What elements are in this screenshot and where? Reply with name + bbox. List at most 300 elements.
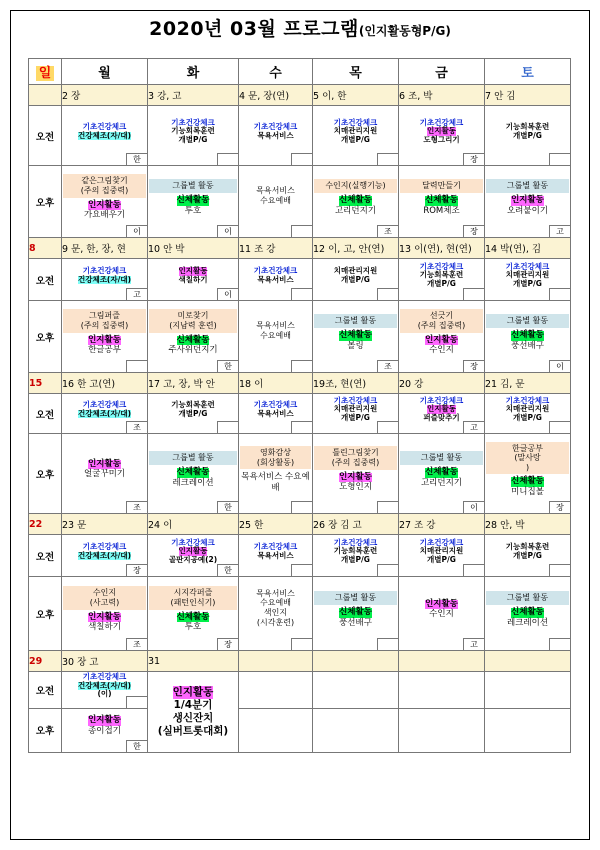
pm-activities: [399, 599, 484, 629]
pm-category: 신체활동: [425, 466, 458, 477]
am-line: 치매관리지원: [333, 265, 378, 275]
pm-cell: [239, 166, 313, 238]
staff-box: [217, 153, 238, 165]
am-cell: [148, 106, 239, 166]
am-row: [29, 394, 571, 434]
pm-activity: 한글공부: [88, 345, 121, 356]
pm-activity: 색칠하기: [88, 622, 121, 633]
pm-cell: [62, 434, 148, 514]
pm-category: 신체활동: [339, 606, 372, 617]
pm-activities: [313, 178, 398, 225]
pm-activity: 레크레이션: [506, 617, 549, 628]
pm-activity: 미니집볼: [511, 487, 544, 498]
date-cell: 22: [29, 514, 62, 535]
am-line: 기능회복훈련: [505, 541, 550, 551]
pm-cell: [239, 577, 313, 651]
pm-top-line: 시지각퍼즐: [173, 588, 213, 598]
am-line: 개별P/G: [178, 408, 208, 418]
pm-category: 인지활동: [425, 334, 458, 345]
date-cell: [29, 85, 62, 106]
am-line: 기초건강체크: [253, 265, 298, 275]
pm-top-activity: [240, 446, 311, 469]
pm-top-line: (주의 집중력): [331, 458, 380, 468]
am-row: [29, 672, 571, 709]
date-cell: 10 안 박: [148, 238, 239, 259]
am-line: 치매관리지원: [505, 270, 550, 280]
pm-row: [29, 434, 571, 514]
staff-box: [377, 501, 398, 513]
am-cell: [239, 535, 313, 577]
am-line: 기초건강체크: [333, 395, 378, 405]
session-label-am: 오전: [29, 106, 62, 166]
pm-top-line: (회상활동): [256, 457, 295, 467]
am-row: [29, 535, 571, 577]
date-cell: 16 한 고(연): [62, 373, 148, 394]
pm-top-activity: [314, 591, 397, 605]
am-cell: [399, 259, 485, 301]
pm-activities: [148, 178, 238, 225]
pm-activities: [485, 441, 570, 507]
am-line: 목욕서비스: [257, 550, 294, 560]
pm-activities: [62, 308, 147, 364]
session-label-pm: 오후: [29, 301, 62, 373]
pm-cell: [399, 577, 485, 651]
am-line: 인지활동: [178, 546, 208, 556]
pm-top-line: 그룹별 활동: [172, 453, 214, 463]
staff-box: [549, 638, 570, 650]
pm-row: [29, 577, 571, 651]
am-cell: [239, 394, 313, 434]
staff-box: [463, 564, 484, 576]
pm-category: 인지활동: [88, 199, 121, 210]
am-cell: [313, 672, 399, 709]
am-line: 기초건강체크: [171, 537, 215, 547]
pm-top-line: (주의 집중력): [417, 321, 466, 331]
pm-cell: [313, 577, 399, 651]
am-cell: [485, 672, 571, 709]
special-line: 인지활동: [172, 685, 214, 698]
am-line: 인지활동: [427, 404, 456, 414]
staff-box: [549, 288, 570, 300]
am-line: 기초건강체크: [253, 399, 298, 409]
pm-category: 인지활동: [511, 194, 544, 205]
pm-cell: [485, 301, 571, 373]
day-header-row: [29, 59, 571, 85]
pm-activities: [62, 173, 147, 229]
pm-top-activity: [486, 591, 569, 605]
date-cell: 25 한: [239, 514, 313, 535]
date-cell: [313, 651, 399, 672]
date-cell: 15: [29, 373, 62, 394]
special-line: 1/4분기: [173, 698, 213, 711]
am-line: 건강체조(자/대): [77, 408, 132, 418]
pm-top-line: 그룹별 활동: [334, 593, 377, 603]
pm-cell: [399, 434, 485, 514]
pm-cell: [239, 708, 313, 752]
staff-box: [549, 153, 570, 165]
am-cell: [485, 535, 571, 577]
pm-cell: [399, 708, 485, 752]
staff-box: [549, 564, 570, 576]
am-line: 기능회복훈련: [419, 270, 464, 280]
pm-cell: [485, 434, 571, 514]
staff-box: 한: [126, 153, 147, 165]
special-event-cell: [148, 672, 239, 753]
pm-cell: [62, 577, 148, 651]
pm-cell: [62, 708, 148, 752]
pm-cell: [148, 577, 239, 651]
pm-activity: ROM체조: [423, 205, 460, 216]
pm-category: 신체활동: [339, 194, 372, 205]
special-line: (실버트롯대회): [157, 725, 229, 738]
am-line: 건강체조(자/대): [77, 274, 132, 284]
am-line: 색칠하기: [178, 274, 208, 284]
pm-activity: 풍선배구: [511, 340, 544, 351]
pm-top-activity: [240, 184, 311, 207]
pm-top-activity: [149, 179, 237, 193]
pm-activities: [313, 445, 398, 501]
pm-activity: 투호: [184, 205, 202, 216]
date-cell: [239, 651, 313, 672]
am-cell: [62, 394, 148, 434]
am-line: 개별P/G: [341, 412, 370, 422]
pm-activities: [239, 318, 312, 354]
pm-category: 신체활동: [511, 606, 544, 617]
date-cell: 18 이: [239, 373, 313, 394]
day-header: 일: [29, 59, 62, 85]
date-cell: 2 장: [62, 85, 148, 106]
pm-category: 신체활동: [425, 194, 458, 205]
pm-activities: [399, 450, 484, 497]
date-cell: 30 장 고: [62, 651, 148, 672]
date-cell: 19조, 현(연): [313, 373, 399, 394]
session-label-am: 오전: [29, 394, 62, 434]
pm-top-line: 한글공부: [512, 443, 543, 453]
staff-box: [377, 288, 398, 300]
staff-box: 장: [463, 153, 484, 165]
date-row: [29, 651, 571, 672]
am-line: 건강체조(자/대): [77, 550, 132, 560]
staff-box: [126, 696, 147, 708]
pm-cell: [485, 577, 571, 651]
staff-box: 이: [126, 225, 147, 237]
am-line: 기초건강체크: [333, 537, 378, 547]
page-title: [0, 14, 600, 41]
pm-activities: [239, 183, 312, 219]
am-row: [29, 259, 571, 301]
pm-cell: [485, 166, 571, 238]
am-activities: [148, 118, 238, 154]
pm-top-activity: [486, 314, 569, 328]
am-line: 기초건강체크: [419, 395, 464, 405]
staff-box: 장: [463, 225, 484, 237]
pm-activity: 목욕서비스 수요예배: [241, 472, 310, 493]
staff-box: [463, 288, 484, 300]
pm-activities: [313, 590, 398, 637]
pm-top-activity: [240, 587, 311, 629]
am-line: 개별P/G: [513, 278, 542, 288]
pm-top-activity: [486, 442, 569, 475]
am-cell: [313, 535, 399, 577]
am-line: (이): [97, 689, 112, 699]
pm-top-line: 그룹별 활동: [172, 181, 214, 191]
day-header: 토: [485, 59, 571, 85]
date-cell: 4 문, 장(연): [239, 85, 313, 106]
am-line: 기초건강체크: [419, 117, 464, 127]
am-line: 목욕서비스: [257, 408, 294, 418]
date-cell: 3 강, 고: [148, 85, 239, 106]
session-label-am: 오전: [29, 672, 62, 709]
date-cell: 11 조 강: [239, 238, 313, 259]
title-sub: (인지활동형P/G): [358, 24, 451, 38]
staff-box: [291, 153, 312, 165]
pm-top-line: (지남력 훈련): [169, 321, 217, 331]
pm-top-line: (사고력): [89, 598, 120, 608]
date-cell: 12 이, 고, 안(연): [313, 238, 399, 259]
am-line: 치매관리지원: [505, 404, 550, 414]
staff-box: [291, 360, 312, 372]
session-label-pm: 오후: [29, 434, 62, 514]
am-line: 건강체조(자/대): [77, 130, 132, 140]
staff-box: [291, 564, 312, 576]
am-line: 개별P/G: [513, 130, 542, 140]
date-cell: 23 문: [62, 514, 148, 535]
date-cell: 9 문, 한, 장, 현: [62, 238, 148, 259]
schedule-table: [28, 58, 571, 753]
am-line: 건강체조(자/대): [77, 680, 132, 690]
staff-box: 장: [217, 638, 238, 650]
am-cell: [313, 394, 399, 434]
date-cell: 24 이: [148, 514, 239, 535]
day-header: 수: [239, 59, 313, 85]
am-line: 개별P/G: [513, 550, 542, 560]
am-line: 치매관리지원: [333, 126, 378, 136]
pm-top-line: 그룹별 활동: [420, 453, 463, 463]
pm-category: 신체활동: [176, 611, 210, 622]
pm-activity: 고리던지기: [420, 477, 463, 488]
pm-activities: [148, 450, 238, 497]
pm-category: 신체활동: [176, 466, 210, 477]
pm-cell: [148, 434, 239, 514]
date-cell: [485, 651, 571, 672]
am-line: 개별P/G: [341, 274, 370, 284]
am-line: 기초건강체크: [505, 261, 550, 271]
am-cell: [485, 106, 571, 166]
pm-cell: [148, 301, 239, 373]
title-main: 2020년 03월 프로그램: [149, 18, 359, 40]
am-line: 목욕서비스: [257, 130, 294, 140]
pm-cell: [62, 301, 148, 373]
am-cell: [62, 259, 148, 301]
pm-top-line: ): [525, 462, 530, 472]
am-cell: [485, 259, 571, 301]
pm-top-line: 그림퍼즐: [89, 311, 120, 321]
am-cell: [399, 106, 485, 166]
pm-category: 인지활동: [88, 611, 121, 622]
pm-top-activity: [63, 309, 146, 332]
pm-top-line: 미로찾기: [177, 311, 209, 321]
am-line: 골판지공예(2): [168, 554, 218, 564]
pm-top-activity: [149, 309, 237, 332]
am-cell: [399, 672, 485, 709]
date-cell: 14 박(연), 김: [485, 238, 571, 259]
staff-box: 한: [217, 564, 238, 576]
pm-activity: 레크레이션: [172, 477, 214, 488]
am-cell: [62, 672, 148, 709]
pm-category: 인지활동: [88, 458, 121, 469]
am-line: 기능회복훈련: [171, 126, 215, 136]
am-line: 기초건강체크: [419, 261, 464, 271]
pm-cell: [62, 166, 148, 238]
pm-activities: [239, 445, 312, 502]
pm-category: 신체활동: [511, 476, 544, 487]
am-line: 도형그리기: [423, 134, 460, 144]
pm-top-line: 수인지(실행기능): [325, 181, 386, 191]
am-activities: [239, 122, 312, 149]
pm-activities: [239, 586, 312, 641]
staff-box: 한: [217, 360, 238, 372]
pm-activity: 주사위던지기: [168, 345, 218, 356]
date-cell: 6 조, 박: [399, 85, 485, 106]
pm-top-activity: [400, 309, 483, 332]
am-cell: [239, 672, 313, 709]
staff-box: 이: [217, 225, 238, 237]
am-cell: [239, 106, 313, 166]
am-activities: [485, 122, 570, 149]
am-activities: [62, 122, 147, 149]
am-line: 개별P/G: [178, 134, 208, 144]
pm-activities: [485, 178, 570, 225]
pm-activity: 풍선배구: [339, 617, 372, 628]
pm-activities: [313, 313, 398, 360]
am-cell: [313, 259, 399, 301]
pm-category: 인지활동: [88, 715, 121, 726]
pm-activity: 도형인지: [339, 482, 372, 493]
staff-box: 고: [126, 288, 147, 300]
pm-top-line: (주의 집중력): [80, 186, 129, 196]
pm-top-line: 수요예배: [260, 196, 291, 205]
pm-category: 신체활동: [176, 194, 210, 205]
am-cell: [148, 394, 239, 434]
am-cell: [148, 535, 239, 577]
am-line: 기능회복훈련: [171, 399, 215, 409]
am-line: 치매관리지원: [333, 404, 378, 414]
pm-top-line: 같은그림찾기: [81, 176, 128, 186]
pm-top-line: 영화감상: [260, 448, 291, 458]
staff-box: 한: [126, 740, 147, 752]
pm-activity: 수인지: [429, 609, 454, 620]
staff-box: [217, 421, 238, 433]
pm-top-line: 수인지: [92, 588, 117, 598]
am-line: 기초건강체크: [333, 117, 378, 127]
am-line: 기능회복훈련: [505, 121, 550, 131]
pm-activities: [399, 308, 484, 364]
pm-activities: [399, 178, 484, 225]
pm-cell: [313, 434, 399, 514]
pm-top-activity: [149, 586, 237, 609]
staff-box: [291, 225, 312, 237]
staff-box: [377, 564, 398, 576]
pm-activities: [485, 313, 570, 360]
day-header: 월: [62, 59, 148, 85]
date-cell: 5 이, 한: [313, 85, 399, 106]
pm-top-line: 그룹별 활동: [506, 181, 549, 191]
pm-top-line: 선긋기: [429, 311, 454, 321]
day-header: 금: [399, 59, 485, 85]
pm-top-line: 틀린그림찾기: [332, 448, 379, 458]
pm-activity: 가요배우기: [83, 210, 126, 221]
pm-row: [29, 166, 571, 238]
pm-activity: 오려붙이기: [506, 205, 549, 216]
date-row: [29, 514, 571, 535]
am-line: 기능회복훈련: [333, 546, 378, 556]
pm-category: 인지활동: [88, 334, 121, 345]
pm-activity: 투호: [184, 622, 202, 633]
am-line: 개별P/G: [513, 412, 542, 422]
date-cell: 31: [148, 651, 239, 672]
am-line: 목욕서비스: [257, 274, 294, 284]
pm-row: [29, 708, 571, 752]
pm-cell: [399, 166, 485, 238]
pm-top-line: (말사랑: [514, 453, 541, 463]
pm-category: 인지활동: [425, 598, 458, 609]
staff-box: [377, 421, 398, 433]
staff-box: 조: [126, 421, 147, 433]
am-cell: [313, 106, 399, 166]
pm-category: 신체활동: [511, 329, 544, 340]
staff-box: [291, 638, 312, 650]
staff-box: 고: [463, 421, 484, 433]
staff-box: [377, 153, 398, 165]
pm-top-activity: [63, 586, 146, 609]
staff-box: [549, 421, 570, 433]
pm-top-line: (주의 집중력): [80, 321, 129, 331]
day-header: 화: [148, 59, 239, 85]
pm-activity: 수인지: [429, 345, 454, 356]
pm-top-line: 그룹별 활동: [506, 593, 549, 603]
pm-cell: [239, 434, 313, 514]
staff-box: 조: [377, 360, 398, 372]
special-event: [148, 685, 238, 740]
am-line: 기초건강체크: [253, 541, 298, 551]
date-cell: 27 조 강: [399, 514, 485, 535]
day-header: 목: [313, 59, 399, 85]
am-line: 개별P/G: [427, 278, 456, 288]
pm-top-activity: [240, 319, 311, 342]
pm-activities: [62, 585, 147, 641]
staff-box: 고: [463, 638, 484, 650]
am-activities: [313, 118, 398, 154]
pm-top-line: 색인지: [263, 608, 288, 617]
session-label-pm: 오후: [29, 166, 62, 238]
date-cell: 28 안, 박: [485, 514, 571, 535]
pm-top-activity: [400, 451, 483, 465]
am-line: 기초건강체크: [82, 672, 127, 681]
pm-top-activity: [149, 451, 237, 465]
am-cell: [148, 259, 239, 301]
session-label-pm: 오후: [29, 708, 62, 752]
am-cell: [239, 259, 313, 301]
pm-top-line: 그룹별 활동: [506, 316, 549, 326]
am-line: 기초건강체크: [505, 395, 550, 405]
pm-cell: [485, 708, 571, 752]
pm-top-activity: [314, 446, 397, 469]
staff-box: [291, 501, 312, 513]
pm-top-activity: [63, 174, 146, 197]
pm-activity: 얼굴꾸미기: [83, 469, 126, 480]
am-line: 인지활동: [178, 265, 208, 275]
am-line: 기초건강체크: [82, 121, 127, 131]
